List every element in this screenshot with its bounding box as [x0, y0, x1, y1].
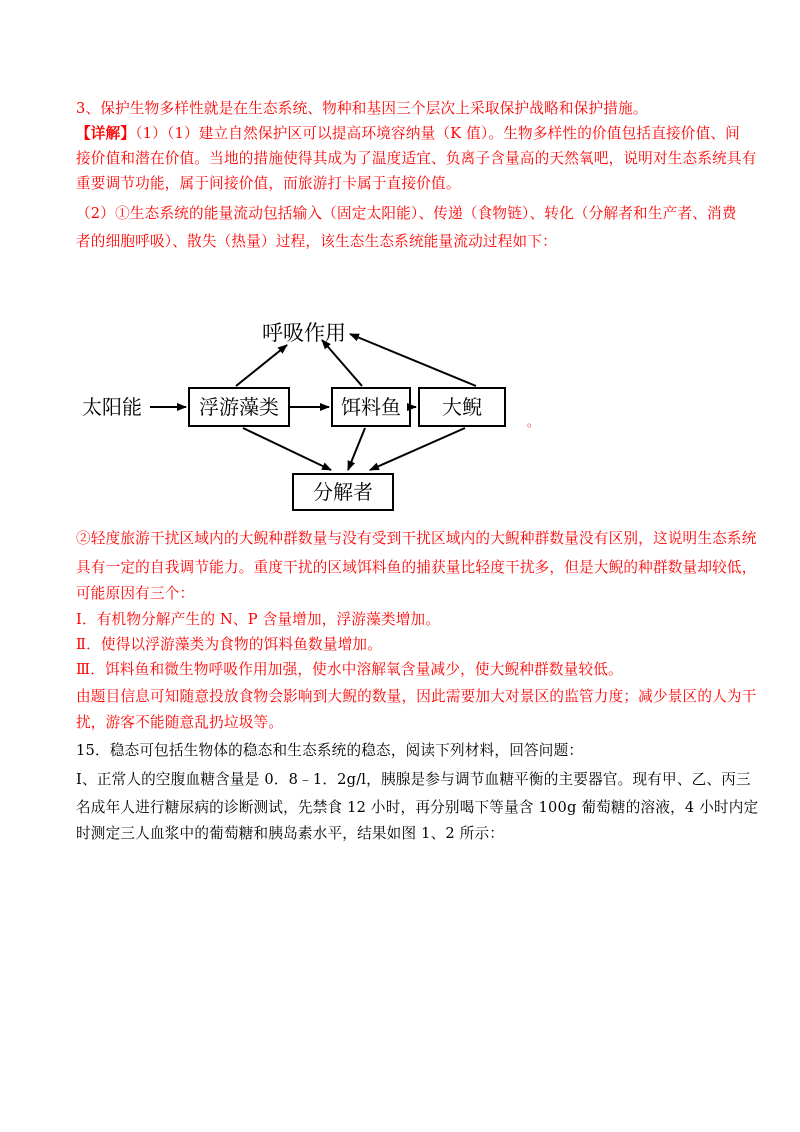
list-item: Ⅲ．饵料鱼和微生物呼吸作用加强，使水中溶解氧含量减少，使大鲵种群数量较低。 — [76, 661, 623, 678]
trailing-mark: 。 — [527, 415, 540, 429]
arrow-algae-to-decomposer — [243, 428, 331, 470]
sun-label: 太阳能 — [82, 395, 142, 419]
question-text: 名成年人进行糖尿病的诊断测试，先禁食 12 小时，再分别喝下等量含 100g 葡萄糖的溶液，4 小时内定 — [76, 799, 759, 816]
paragraph-line: 具有一定的自我调节能力。重度干扰的区域饵料鱼的捕获量比轻度干扰多，但是大鲵的种群数量却较低， — [76, 559, 757, 576]
respiration-label: 呼吸作用 — [262, 321, 346, 345]
paragraph-line: 者的细胞呼吸）、散失（热量）过程，该生态生态系统能量流动过程如下： — [76, 233, 557, 250]
paragraph-line: 由题目信息可知随意投放食物会影响到大鲵的数量，因此需要加大对景区的监管力度；减少景区的人为干 — [76, 688, 757, 705]
feed-fish-label: 饵料鱼 — [341, 395, 401, 419]
arrow-fish-to-decomposer — [348, 428, 365, 470]
paragraph-line: 3、保护生物多样性就是在生态系统、物种和基因三个层次上采取保护战略和保护措施。 — [76, 100, 648, 117]
paragraph-line: 接价值和潜在价值。当地的措施使得其成为了温度适宜、负离子含量高的天然氧吧，说明对生态系统具有 — [76, 150, 757, 167]
arrow-algae-to-respiration — [236, 345, 287, 386]
question-text: Ⅰ、正常人的空腹血糖含量是 0．8﹣1．2g/l，胰腺是参与调节血糖平衡的主要器官。现有甲、乙、丙三 — [76, 771, 751, 788]
explanation-label: 【详解】 — [76, 125, 136, 142]
paragraph-line: 重要调节功能，属于间接价值，而旅游打卡属于直接价值。 — [76, 175, 461, 192]
explanation-text: （1）（1）建立自然保护区可以提高环境容纳量（K 值）。生物多样性的价值包括直接价值、间 — [135, 125, 740, 142]
paragraph-line: （2）①生态系统的能量流动包括输入（固定太阳能）、传递（食物链）、转化（分解者和生产者、消费 — [76, 205, 737, 222]
paragraph-line: 扰，游客不能随意乱扔垃圾等。 — [76, 714, 284, 731]
paragraph-line: 可能原因有三个： — [76, 585, 195, 602]
arrow-salamander-to-respiration — [350, 334, 476, 386]
question-heading: 15．稳态可包括生物体的稳态和生态系统的稳态，阅读下列材料，回答问题： — [76, 742, 584, 759]
list-item: Ⅱ．使得以浮游藻类为食物的饵料鱼数量增加。 — [76, 636, 382, 653]
algae-label: 浮游藻类 — [199, 395, 279, 419]
salamander-label: 大鲵 — [442, 395, 482, 419]
question-text: 时测定三人血浆中的葡萄糖和胰岛素水平，结果如图 1、2 所示： — [76, 825, 505, 842]
arrow-fish-to-respiration — [322, 340, 362, 386]
paragraph-line: ②轻度旅游干扰区域内的大鲵种群数量与没有受到干扰区域内的大鲵种群数量没有区别，这说明生态系统 — [76, 530, 757, 547]
decomposer-label: 分解者 — [313, 480, 373, 504]
list-item: I．有机物分解产生的 N、P 含量增加，浮游藻类增加。 — [76, 611, 441, 628]
arrow-salamander-to-decomposer — [370, 428, 465, 470]
